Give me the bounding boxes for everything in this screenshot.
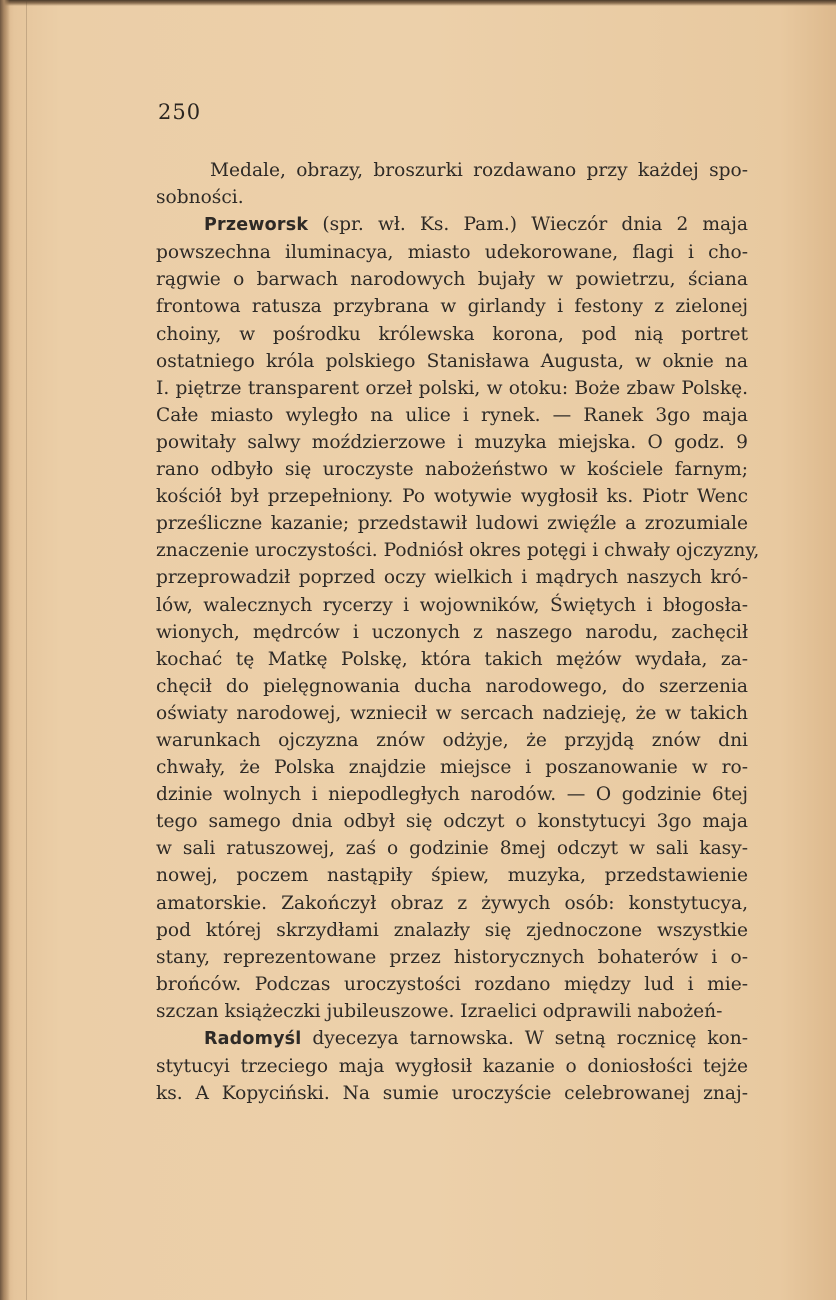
page-number: 250 — [158, 100, 202, 124]
text-line: stany, reprezentowane przez historycznych bohaterów i o- — [156, 946, 748, 968]
text-line: szczan książeczki jubileuszowe. Izraelici odprawili nabożeń- — [156, 1000, 723, 1022]
paragraph-first-line — [156, 1025, 748, 1053]
text-line: Medale, obrazy, broszurki rozdawano przy każdej spo- — [210, 160, 748, 181]
page-top-edge — [0, 0, 836, 6]
text-line: stytucyi trzeciego maja wygłosił kazanie o doniosłości tejże — [156, 1056, 748, 1078]
text-line: lów, walecznych rycerzy i wojowników, Świętych i błogosła- — [156, 594, 748, 616]
text-line: tego samego dnia odbył się odczyt o konstytucyi 3go maja — [156, 811, 748, 833]
paragraph-first-line — [156, 211, 748, 239]
text-line: kościół był przepełniony. Po wotywie wygłosił ks. Piotr Wenc — [156, 486, 748, 508]
place-name-heading: Przeworsk — [204, 215, 309, 236]
text-line: I. piętrze transparent orzeł polski, w otoku: Boże zbaw Polskę. — [156, 377, 748, 399]
text-line: powszechna iluminacya, miasto udekorowane, flagi i cho- — [156, 242, 748, 264]
text-line: w sali ratuszowej, zaś o godzinie 8mej odczyt w sali kasy- — [156, 838, 748, 860]
text-line: chwały, że Polska znajdzie miejsce i poszanowanie w ro- — [156, 757, 748, 779]
text-line: amatorskie. Zakończył obraz z żywych osób: konstytucya, — [156, 892, 748, 914]
text-line: nowej, poczem nastąpiły śpiew, muzyka, przedstawienie — [156, 865, 748, 887]
binding-shadow-line — [26, 0, 27, 1300]
text-line: pod której skrzydłami znalazły się zjednoczone wszystkie — [156, 919, 748, 941]
text-line: prześliczne kazanie; przedstawił ludowi zwięźle a zrozumiale — [156, 513, 748, 535]
text-line: choiny, w pośrodku królewska korona, pod nią portret — [156, 323, 748, 345]
text-line: ks. A Kopyciński. Na sumie uroczyście celebrowanej znaj- — [156, 1083, 748, 1105]
text-line: znaczenie uroczystości. Podniósł okres potęgi i chwały ojczyzny, — [156, 540, 760, 562]
book-binding-edge — [0, 0, 10, 1300]
text-line: kochać tę Matkę Polskę, która takich mężów wydała, za- — [156, 648, 748, 670]
text-line: brońców. Podczas uroczystości rozdano między lud i mie- — [156, 973, 748, 995]
text-line-rest: (spr. wł. Ks. Pam.) Wieczór dnia 2 maja — [308, 214, 748, 236]
text-line: wionych, mędrców i uczonych z naszego narodu, zachęcił — [156, 621, 748, 643]
text-line: rągwie o barwach narodowych bujały w powietrzu, ściana — [156, 269, 748, 291]
text-line: warunkach ojczyzna znów odżyje, że przyjdą znów dni — [156, 729, 748, 751]
text-line: ostatniego króla polskiego Stanisława Augusta, w oknie na — [156, 350, 748, 372]
text-line: chęcił do pielęgnowania ducha narodowego, do szerzenia — [156, 675, 748, 697]
text-line: rano odbyło się uroczyste nabożeństwo w kościele farnym; — [156, 459, 748, 481]
text-line: przeprowadził poprzed oczy wielkich i mądrych naszych kró- — [156, 567, 748, 589]
text-line: dzinie wolnych i niepodległych narodów. — O godzinie 6tej — [156, 784, 748, 806]
text-line: sobności. — [156, 187, 244, 209]
text-line: Całe miasto wyległo na ulice i rynek. — Ranek 3go maja — [156, 404, 748, 426]
body-text — [156, 157, 760, 1107]
text-line: powitały salwy moździerzowe i muzyka miejska. O godz. 9 — [156, 431, 748, 453]
place-name-heading: Radomyśl — [204, 1029, 302, 1049]
text-line: frontowa ratusza przybrana w girlandy i festony z zielonej — [156, 296, 748, 318]
text-line: oświaty narodowej, wzniecił w sercach nadzieję, że w takich — [156, 702, 748, 724]
text-line-rest: dyecezya tarnowska. W setną rocznicę kon- — [301, 1028, 748, 1049]
